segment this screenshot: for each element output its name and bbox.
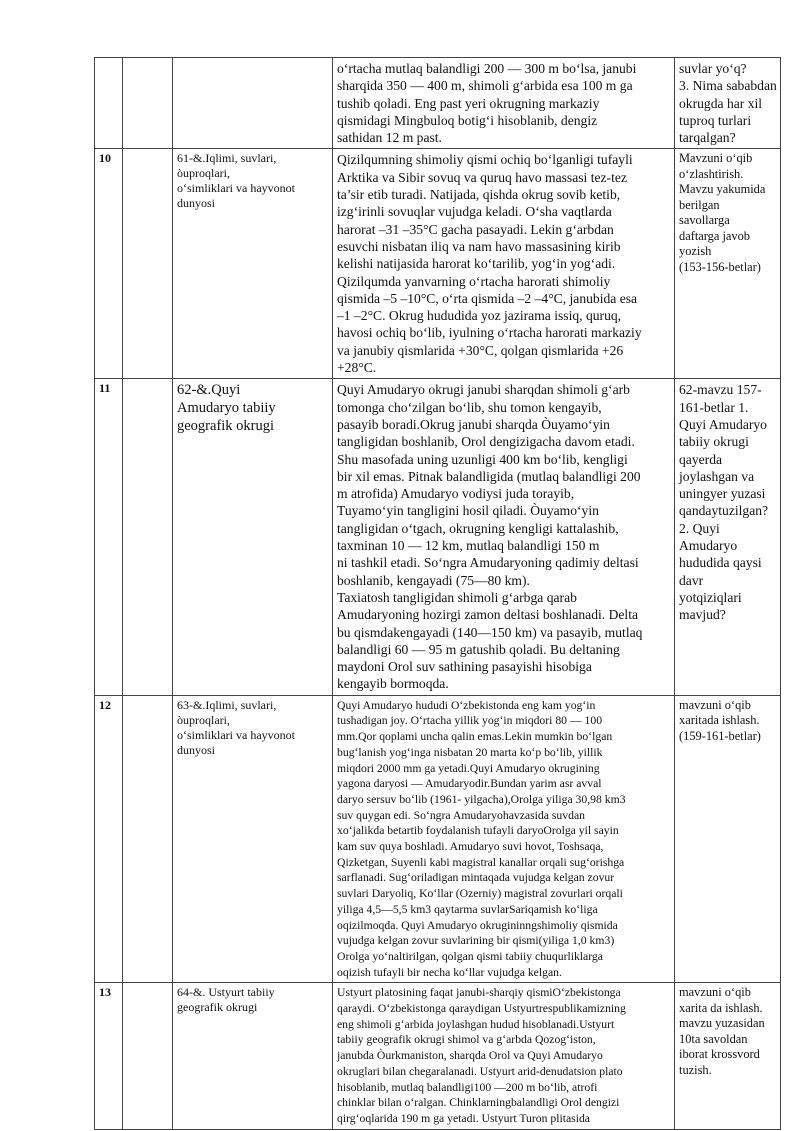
content-line: tushadigan joy. O‘rtacha yillik yog‘in miqdori 80 — 100 — [337, 714, 603, 728]
content-line: tangligidan o‘tgach, okrugning kengligi kattalashib, — [337, 520, 619, 536]
task-line: qayerda — [679, 451, 723, 467]
empty-cell — [123, 149, 173, 379]
content-line: Qizketgan, Suyenli kabi magistral kanallar orqali sug‘orishga — [337, 855, 625, 869]
content-line: boshlanib, kengayadi (75—80 km). — [337, 572, 530, 588]
task-line: mavzuni o‘qib — [679, 985, 751, 1000]
content-line: sharqida 350 — 400 m, shimoli g‘arbida esa 100 m ga — [337, 78, 633, 94]
content-line: kam suv quya boshladi. Amudaryo suvi hovot, Toshsaqa, — [337, 840, 604, 854]
task-line: daftarga javob — [679, 228, 750, 243]
content-line: kengayib bormoqda. — [337, 676, 449, 692]
task-line: Amudaryo — [679, 538, 738, 554]
content-line: Qizilqumning shimoliy qismi ochiq bo‘lganligi tufayli — [337, 152, 633, 168]
task-line: yotqiziqlari — [679, 589, 742, 605]
lesson-content-cell — [333, 695, 675, 983]
task-line: suvlar yo‘q? — [679, 61, 747, 76]
content-line: kelishi natijasida harorat ko‘tarilib, yog‘in yog‘adi. — [337, 256, 616, 272]
task-line: iborat krossvord — [679, 1047, 760, 1062]
task-line: yozish — [679, 244, 712, 259]
lesson-number-cell: 11 — [95, 379, 123, 695]
task-line: 161-betlar 1. — [679, 399, 749, 415]
lesson-content-cell — [333, 379, 675, 695]
task-line: 62-mavzu 157- — [679, 382, 762, 398]
lesson-number-cell: 10 — [95, 149, 123, 379]
task-line: mavzuni o‘qib — [679, 697, 751, 712]
content-line: esuvchi nisbatan iliq va nam havo massasining kirib — [337, 238, 621, 254]
task-line: qandaytuzilgan? — [679, 503, 769, 519]
topic-line: o‘simliklari va hayvonot — [177, 181, 295, 196]
topic-line: o‘simliklari va hayvonot — [177, 727, 295, 742]
content-line: Arktika va Sibir sovuq va quruq havo massasi tez-tez — [337, 169, 627, 185]
content-line: tushib qoladi. Eng past yeri okrugning markaziy — [337, 95, 600, 111]
task-line: hududida qaysi — [679, 555, 762, 571]
content-line: balandligi 60 — 95 m gatushib qoladi. Bu deltaning — [337, 641, 620, 657]
task-line: okrugda har xil — [679, 95, 763, 111]
task-line: mavzu yuzasidan — [679, 1016, 765, 1031]
lesson-topic-cell — [173, 58, 333, 149]
content-line: suv quygan edi. So‘ngra Amudaryohavzasida suvdan — [337, 808, 585, 822]
table-row — [95, 695, 781, 983]
content-line: sarflanadi. Sug‘oriladigan mintaqada vujudga kelgan zovur — [337, 871, 615, 885]
table-row — [95, 983, 781, 1129]
task-line: berilgan — [679, 197, 720, 212]
content-line: qismida –5 –10°C, o‘rta qismida –2 –4°C, janubida esa — [337, 290, 638, 306]
task-line: tabiiy okrugi — [679, 434, 749, 450]
lesson-content-cell — [333, 149, 675, 379]
task-line: uningyer yuzasi — [679, 486, 766, 502]
content-line: bu qismdakengayadi (140—150 km) va pasayib, mutlaq — [337, 624, 643, 640]
topic-line: geografik okrugi — [177, 1000, 258, 1015]
task-line: xaritada ishlash. — [679, 713, 760, 728]
content-line: havosi ochiq bo‘lib, iyulning o‘rtacha harorati markaziy — [337, 325, 642, 341]
task-line: Mavzuni o‘qib — [679, 151, 753, 166]
lesson-content-cell — [333, 983, 675, 1129]
content-line: yagona daryosi — Amudaryodir.Bundan yarim asr avval — [337, 777, 602, 791]
lesson-topic-cell — [173, 983, 333, 1129]
content-line: taxminan 10 — 12 km, mutlaq balandligi 150 m — [337, 538, 600, 554]
empty-cell — [123, 983, 173, 1129]
content-line: Quyi Amudaryo okrugi janubi sharqdan shimoli g‘arb — [337, 382, 630, 398]
task-line: Quyi Amudaryo — [679, 416, 767, 432]
topic-line: 64-&. Ustyurt tabiiy — [177, 985, 275, 1000]
lesson-topic-cell — [173, 695, 333, 983]
content-line: daryo sersuv bo‘lib (1961- yilgacha),Orolga yiliga 30,98 km3 — [337, 792, 626, 806]
table-row — [95, 379, 781, 695]
homework-task-cell — [675, 149, 781, 379]
content-line: +28°C. — [337, 360, 377, 376]
content-line: Quyi Amudaryo hududi O‘zbekistonda eng kam yog‘in — [337, 698, 596, 712]
content-line: harorat –31 –35°C gacha pasayadi. Lekin g‘arbdan — [337, 221, 614, 237]
content-line: xo‘jalikda betartib foydalanish tufayli daryoOrolga yil sayin — [337, 824, 619, 838]
lesson-content-cell — [333, 58, 675, 149]
content-line: Tuyamo‘yin tangligini hosil qiladi. Òuyamo‘yin — [337, 503, 599, 519]
content-line: suvlari Daryoliq, Ko‘llar (Ozerniy) magistral zovurlari orqali — [337, 887, 623, 901]
topic-line: òuproqlari, — [177, 712, 230, 727]
content-line: ta’sir etib turadi. Natijada, qishda okrug sovib ketib, — [337, 187, 621, 203]
task-line: Mavzu yakumida — [679, 182, 766, 197]
content-line: ni tashkil etadi. So‘ngra Amudaryoning qadimiy deltasi — [337, 555, 639, 571]
content-line: yiliga 4,5—5,5 km3 qaytarma suvlarSariqamish ko‘liga — [337, 902, 598, 916]
table-row — [95, 149, 781, 379]
topic-line: 63-&.Iqlimi, suvlari, — [177, 697, 277, 712]
content-line: qirg‘oqlarida 190 m ga yetadi. Ustyurt Turon plitasida — [337, 1111, 590, 1125]
content-line: va janubiy qismlarida +30°C, qolgan qismlarida +26 — [337, 342, 624, 358]
content-line: bug‘lanish yog‘inga nisbatan 20 marta ko‘p bo‘lib, yillik — [337, 745, 603, 759]
content-line: eng shimoli g‘arbida joylashgan hudud hisoblanadi.Ustyurt — [337, 1017, 615, 1031]
content-line: sathidan 12 m past. — [337, 130, 442, 146]
task-line: 10ta savoldan — [679, 1031, 748, 1046]
task-line: joylashgan va — [679, 468, 755, 484]
topic-line: geografik okrugi — [177, 418, 275, 435]
task-line: tuproq turlari — [679, 112, 752, 128]
task-line: (159-161-betlar) — [679, 728, 761, 743]
empty-cell — [123, 379, 173, 695]
lesson-number-cell — [95, 58, 123, 149]
content-line: vujudga kelgan zovur suvlarining bir qismi(yiliga 1,0 km3) — [337, 934, 615, 948]
task-line: 3. Nima sababdan — [679, 78, 777, 94]
content-line: m atrofida) Amudaryo vodiysi juda torayib, — [337, 486, 575, 502]
empty-cell — [123, 695, 173, 983]
task-line: tarqalgan? — [679, 130, 736, 146]
content-line: Qizilqumda yanvarning o‘rtacha harorati shimoliy — [337, 273, 611, 289]
content-line: janubda Òurkmaniston, sharqda Orol va Quyi Amudaryo — [337, 1049, 603, 1063]
content-line: Ustyurt platosining faqat janubi-sharqiy qismiO‘zbekistonga — [337, 986, 621, 1000]
content-line: bir xil emas. Pitnak balandligida (mutlaq balandligi 200 — [337, 468, 641, 484]
lesson-topic-cell — [173, 379, 333, 695]
task-line: 2. Quyi — [679, 520, 720, 536]
topic-line: dunyosi — [177, 742, 216, 757]
homework-task-cell — [675, 983, 781, 1129]
table-row — [95, 58, 781, 149]
lesson-number-cell: 12 — [95, 695, 123, 983]
homework-task-cell — [675, 58, 781, 149]
content-line: tangligidan boshlanib, Orol dengizigacha davom etadi. — [337, 434, 635, 450]
homework-task-cell — [675, 695, 781, 983]
topic-line: Amudaryo tabiiy — [177, 400, 276, 417]
content-line: oqizilmoqda. Quyi Amudaryo okrugininngshimoliy qismida — [337, 918, 618, 932]
lesson-number-cell: 13 — [95, 983, 123, 1129]
content-line: izg‘irinli sovuqlar vujudga keladi. O‘sha vaqtlarda — [337, 204, 612, 220]
content-line: tabiiy geografik okrugi shimol va g‘arbda Qozog‘iston, — [337, 1033, 596, 1047]
task-line: (153-156-betlar) — [679, 259, 761, 274]
content-line: oqizish tufayli bir necha ko‘llar vujudga kelgan. — [337, 965, 562, 979]
lesson-plan-table — [94, 57, 781, 1130]
homework-task-cell — [675, 379, 781, 695]
content-line: okruglari bilan chegaralanadi. Ustyurt arid-denudatsion plato — [337, 1064, 623, 1078]
empty-cell — [123, 58, 173, 149]
topic-line: 62-&.Quyi — [177, 382, 241, 399]
content-line: Amudaryoning hozirgi zamon deltasi boshlanadi. Delta — [337, 607, 639, 623]
content-line: hisoblanib, mutlaq balandligi100 —200 m bo‘lib, atrofi — [337, 1080, 598, 1094]
content-line: qaraydi. O‘zbekistonga qaraydigan Ustyurtrespublikamizning — [337, 1002, 626, 1016]
topic-line: dunyosi — [177, 196, 216, 211]
topic-line: 61-&.Iqlimi, suvlari, — [177, 151, 277, 166]
content-line: qismidagi Mingbuloq botig‘i hisoblanib, dengiz — [337, 112, 598, 128]
content-line: –1 –2°C. Okrug hududida yoz jazirama issiq, quruq, — [337, 308, 622, 324]
content-line: maydoni Orol suv sathining pasayishi hisobiga — [337, 659, 592, 675]
task-line: tuzish. — [679, 1062, 712, 1077]
content-line: pasayib boradi.Okrug janubi sharqda Òuyamo‘yin — [337, 416, 610, 432]
content-line: Shu masofada uning uzunligi 400 km bo‘lib, kengligi — [337, 451, 628, 467]
content-line: tomonga cho‘zilgan bo‘lib, shu tomon kengayib, — [337, 399, 602, 415]
lesson-topic-cell — [173, 149, 333, 379]
content-line: o‘rtacha mutlaq balandligi 200 — 300 m bo‘lsa, janubi — [337, 61, 637, 76]
content-line: Orolga yo‘naltirilgan, qolgan qismi tabiiy chuqurliklarga — [337, 949, 603, 963]
content-line: Taxiatosh tangligidan shimoli g‘arbga qarab — [337, 589, 577, 605]
task-line: davr — [679, 572, 704, 588]
task-line: o‘zlashtirish. — [679, 166, 744, 181]
task-line: mavjud? — [679, 607, 726, 623]
content-line: miqdori 2000 mm ga yetadi.Quyi Amudaryo okrugining — [337, 761, 600, 775]
task-line: savollarga — [679, 213, 730, 228]
topic-line: òuproqlari, — [177, 166, 230, 181]
content-line: chinklar bilan o‘ralgan. Chinklarningbalandligi Orol dengizi — [337, 1096, 620, 1110]
content-line: mm.Qor qoplami uncha qalin emas.Lekin mumkin bo‘lgan — [337, 730, 613, 744]
task-line: xarita da ishlash. — [679, 1000, 763, 1015]
